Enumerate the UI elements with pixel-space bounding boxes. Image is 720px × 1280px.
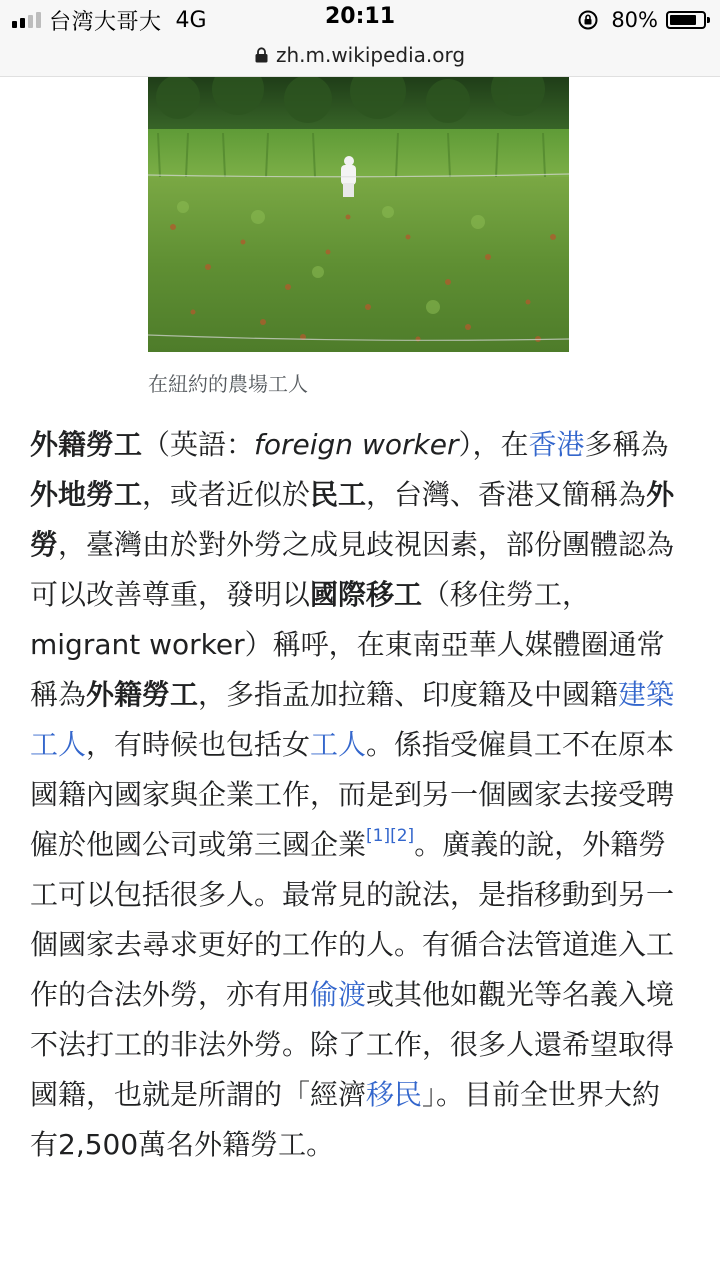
text-run: ，多指孟加拉籍、印度籍及中國籍	[198, 678, 619, 711]
text-run: 或其他如觀光等名義入境不法打工的非法外勞。除了工作，很多人還希望取得國籍，也就是所謂的「	[30, 978, 675, 1111]
battery-percent: 80%	[611, 8, 658, 32]
status-bar	[0, 0, 720, 40]
lock-icon	[255, 47, 268, 63]
text-run: ），在	[458, 428, 529, 461]
bold-term: 外地勞工	[30, 478, 143, 511]
text-run: 。廣義的說，外籍勞工可以包括很多人。最常見的說法，是指移動到另一個國家去尋求更好的工作的人。有循合法管道進入工作的合法外勞，亦有用	[30, 828, 675, 1011]
text-run: （移住勞工，migrant worker）稱呼，在東南亞華人媒體圈通常稱為	[30, 578, 665, 711]
text-run: ，臺灣由於對外勞之成見歧視因素，部份團體認為可以改善尊重，發明以	[30, 528, 675, 611]
citation-1-link[interactable]: [1]	[366, 825, 391, 846]
bold-term: 民工	[310, 478, 367, 511]
carrier-name: 台湾大哥大	[49, 9, 162, 35]
link-construction-worker[interactable]: 建築工人	[30, 678, 675, 761]
text-run: 多稱為	[584, 428, 669, 461]
bold-term: 外籍勞工	[86, 678, 199, 711]
address-bar[interactable]	[0, 40, 720, 77]
bold-term: 外籍勞工	[30, 428, 143, 461]
bold-term: 國際移工	[310, 578, 423, 611]
farm-field-photo[interactable]	[148, 77, 569, 352]
text-run: 」。目前全世界大約有2,500萬名外籍勞工。	[30, 1078, 661, 1161]
italic-term: foreign worker	[254, 428, 459, 461]
text-run: ，或者近似於	[142, 478, 311, 511]
article-paragraph	[30, 420, 688, 1170]
text-run: 。係指受僱員工不在原本國籍內國家與企業工作，而是到另一個國家去接受聘僱於他國公司或第三國企業	[30, 728, 675, 861]
status-time: 20:11	[324, 4, 396, 29]
farm-field-image	[148, 77, 569, 352]
url-text[interactable]: zh.m.wikipedia.org	[275, 43, 466, 67]
text-run: 經濟	[310, 1078, 367, 1111]
text-run: ，台灣、香港又簡稱為	[366, 478, 647, 511]
text-run: （英語：	[142, 428, 255, 461]
figure-caption: 在紐約的農場工人	[148, 372, 308, 396]
link-hong-kong[interactable]: 香港	[528, 428, 585, 461]
orientation-lock-icon	[577, 9, 599, 31]
citation-2-link[interactable]: [2]	[390, 825, 415, 846]
link-worker[interactable]: 工人	[310, 728, 367, 761]
network-type: 4G	[175, 7, 207, 33]
bold-term: 外勞	[30, 478, 675, 561]
battery-icon	[666, 11, 706, 29]
link-smuggling[interactable]: 偷渡	[310, 978, 367, 1011]
link-migration[interactable]: 移民	[366, 1078, 423, 1111]
text-run: ，有時候也包括女	[86, 728, 311, 761]
